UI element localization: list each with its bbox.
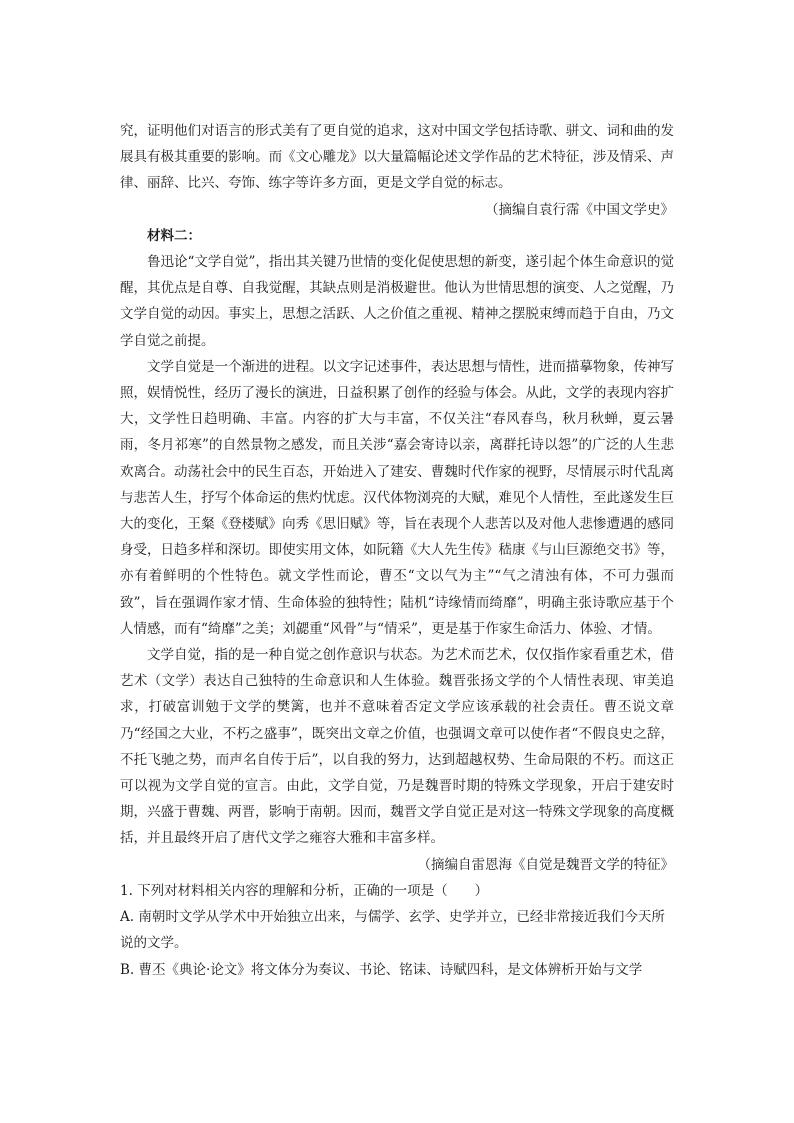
document-page — [120, 118, 674, 983]
material1-tail-paragraph: 究，证明他们对语言的形式美有了更自觉的追求，这对中国文学包括诗歌、骈文、词和曲的发展具有极其重要的影响。而《文心雕龙》以大量篇幅论述文学作品的艺术特征，涉及情采、声律、丽辞、比兴、夸饰、练字等许多方面，更是文学自觉的标志。 — [120, 123, 674, 192]
material2-heading: 材料二： — [147, 227, 201, 244]
material2-source: （摘编自雷恩海《自觉是魏晋文学的特征》 — [417, 856, 674, 873]
material1-source: （摘编自袁行霈《中国文学史》 — [485, 201, 674, 218]
material2-paragraph-2: 文学自觉是一个渐进的进程。以文字记述事件，表达思想与情性，进而描摹物象，传神写照，娱情悦性，经历了漫长的演进，日益积累了创作的经验与体会。从此，文学的表现内容扩大，文学性日趋明确、丰富。内容的扩大与丰富，不仅关注“春风春鸟，秋月秋蝉，夏云暑雨，冬月祁寒”的自然景物之感发，而且关涉“嘉会寄诗以亲，离群托诗以怨”的广泛的人生悲欢离合。动荡社会中的民生百态，开始进入了建安、曹魏时代作家的视野，尽情展示时代乱离与悲苦人生，抒写个体命运的焦灼忧虑。汉代体物浏亮的大赋，难见个人情性，至此遂发生巨大的变化，王粲《登楼赋》向秀《思旧赋》等，旨在表现个人悲苦以及对他人悲惨遭遇的感同身受，日趋多样和深切。即使实用文体，如阮籍《大人先生传》嵇康《与山巨源绝交书》等，亦有着鲜明的个性特色。就文学性而论，曹丕“文以气为主”“气之清浊有体，不可力强而致”，旨在强调作家才情、生命体验的独特性；陆机“诗缘情而绮靡”，明确主张诗歌应基于个人情感，而有“绮靡”之美；刘勰重“风骨”与“情采”，更是基于作家生命活力、体验、才情。 — [120, 358, 674, 637]
material2-paragraph-1: 鲁迅论“文学自觉”，指出其关键乃世情的变化促使思想的新变，遂引起个体生命意识的觉醒，其优点是自尊、自我觉醒，其缺点则是消极避世。他认为世情思想的演变、人之觉醒，乃文学自觉的动因。事实上，思想之活跃、人之价值之重视、精神之摆脱束缚而趋于自由，乃文学自觉之前提。 — [120, 254, 674, 349]
question-1-option-a: A. 南朝时文学从学术中开始独立出来，与儒学、玄学、史学并立，已经非常接近我们今天所说的文学。 — [120, 909, 665, 952]
question-1-stem: 1. 下列对材料相关内容的理解和分析，正确的一项是（ ） — [120, 882, 489, 899]
question-1-option-b: B. 曹丕《典论·论文》将文体分为奏议、书论、铭诔、诗赋四科，是文体辨析开始与文学 — [120, 961, 643, 978]
material2-paragraph-3: 文学自觉，指的是一种自觉之创作意识与状态。为艺术而艺术，仅仅指作家看重艺术，借艺术（文学）表达自己独特的生命意识和人生体验。魏晋张扬文学的个人情性表现、审美追求，打破富训勉于文学的樊篱，也并不意味着否定文学应该承载的社会责任。曹丕说文章乃“经国之大业，不朽之盛事”，既突出文章之价值，也强调文章可以使作者“不假良史之辞，不托飞驰之势，而声名自传于后”，以自我的努力，达到超越权势、生命局限的不朽。而这正可以视为文学自觉的宣言。由此，文学自觉，乃是魏晋时期的特殊文学现象，开启于建安时期，兴盛于曹魏、两晋，影响于南朝。因而，魏晋文学自觉正是对这一特殊文学现象的高度概括，并且最终开启了唐代文学之雍容大雅和丰富多样。 — [120, 647, 674, 847]
